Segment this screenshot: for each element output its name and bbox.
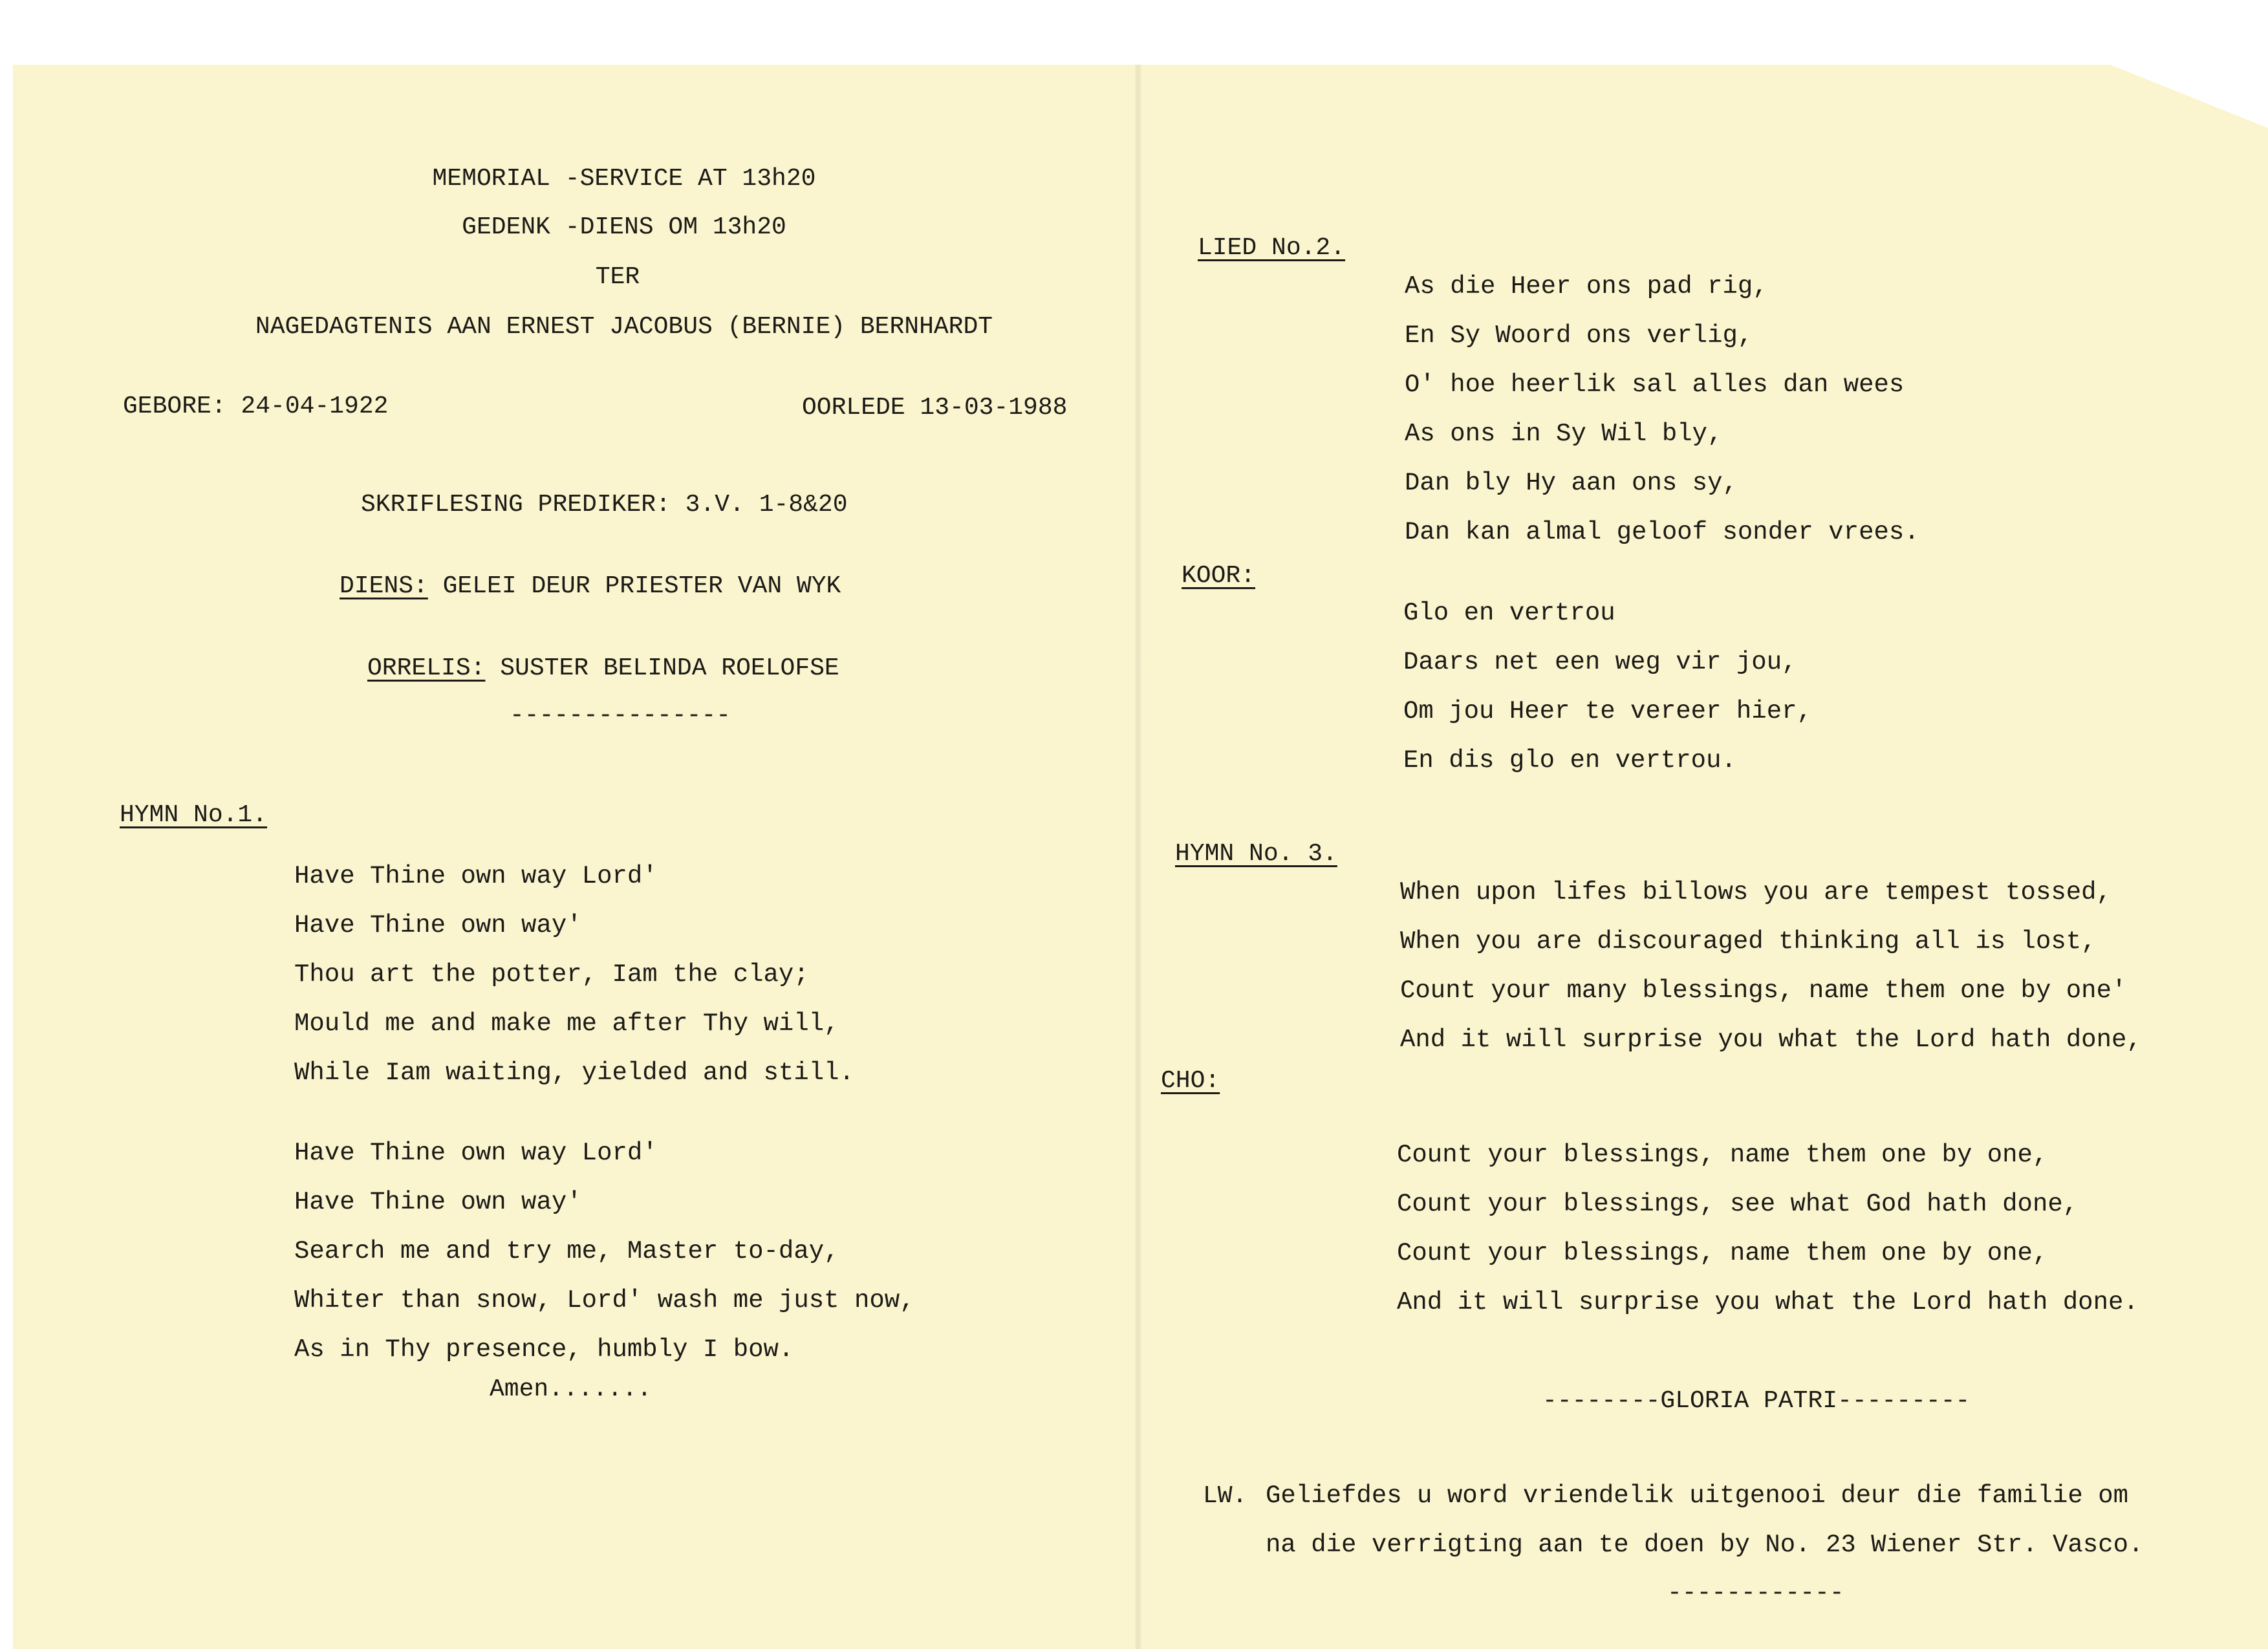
verse-line: Thou art the potter, Iam the clay; [294,960,809,989]
lied2-verse [1405,262,1919,557]
service-label: DIENS: [340,572,428,600]
verse-line: Count your blessings, name them one by one, [1397,1141,2048,1169]
verse-line: As ons in Sy Wil bly, [1405,420,1723,448]
organist-text: SUSTER BELINDA ROELOFSE [485,654,839,682]
hymn1-verse1 [294,852,854,1097]
death-date: OORLEDE 13-03-1988 [802,394,1068,422]
service-title-afrikaans: GEDENK -DIENS OM 13h20 [462,213,786,241]
verse-line: As in Thy presence, humbly I bow. [294,1335,794,1364]
verse-line: Om jou Heer te vereer hier, [1403,697,1812,726]
notice-text [1266,1471,2143,1569]
service-title-ter: TER [595,263,640,291]
verse-line: En dis glo en vertrou. [1403,746,1736,775]
verse-line: En Sy Woord ons verlig, [1405,321,1753,350]
lied2-title: LIED No.2. [1198,234,1346,262]
verse-line: Dan kan almal geloof sonder vrees. [1405,518,1919,546]
service-text: GELEI DEUR PRIESTER VAN WYK [427,572,841,600]
verse-line: Daars net een weg vir jou, [1403,648,1797,676]
organist [367,656,839,681]
chorus-title: CHO: [1161,1067,1220,1095]
service-title-english: MEMORIAL -SERVICE AT 13h20 [432,165,816,193]
birth-date: GEBORE: 24-04-1922 [123,393,389,420]
koor-verse [1403,588,1812,785]
divider-line: --------------- [510,702,731,729]
verse-line: As die Heer ons pad rig, [1405,272,1768,301]
verse-line: While Iam waiting, yielded and still. [294,1059,854,1087]
verse-line: Glo en vertrou [1403,599,1615,627]
deceased-name: NAGEDAGTENIS AAN ERNEST JACOBUS (BERNIE) BERNHARDT [255,313,993,341]
verse-line: Mould me and make me after Thy will, [294,1009,839,1038]
verse-line: And it will surprise you what the Lord hath done, [1400,1026,2142,1054]
notice-line: na die verrigting aan te doen by No. 23 Wiener Str. Vasco. [1266,1531,2144,1559]
service-leader [340,574,841,599]
scripture-reading: SKRIFLESING PREDIKER: 3.V. 1-8&20 [361,491,848,519]
center-fold [1135,65,1141,1649]
verse-line: And it will surprise you what the Lord hath done. [1397,1288,2139,1317]
organist-label: ORRELIS: [367,654,486,682]
hymn1-verse2 [294,1128,915,1374]
verse-line: Whiter than snow, Lord' wash me just now, [294,1286,915,1315]
verse-line: Count your many blessings, name them one by one' [1400,976,2127,1005]
notice-line: Geliefdes u word vriendelik uitgenooi deur die familie om [1266,1482,2129,1510]
verse-line: Count your blessings, name them one by one, [1397,1239,2048,1267]
verse-line: When upon lifes billows you are tempest tossed, [1400,878,2111,907]
verse-line: Count your blessings, see what God hath done, [1397,1190,2079,1218]
notice-prefix: LW. [1203,1482,1247,1510]
koor-title: KOOR: [1182,562,1256,590]
end-divider: ------------ [1667,1579,1844,1607]
hymn1-title: HYMN No.1. [120,801,268,829]
amen-line: Amen....... [490,1375,652,1403]
verse-line: Have Thine own way' [294,911,582,940]
hymn3-verse [1400,868,2142,1064]
verse-line: Dan bly Hy aan ons sy, [1405,469,1738,497]
gloria-patri: --------GLORIA PATRI--------- [1542,1387,1971,1415]
hymn3-title: HYMN No. 3. [1175,840,1337,868]
verse-line: When you are discouraged thinking all is lost, [1400,927,2097,956]
verse-line: O' hoe heerlik sal alles dan wees [1405,371,1905,399]
verse-line: Have Thine own way' [294,1188,582,1216]
verse-line: Have Thine own way Lord' [294,1139,658,1167]
chorus-verse [1397,1130,2139,1327]
verse-line: Have Thine own way Lord' [294,862,658,890]
verse-line: Search me and try me, Master to-day, [294,1237,839,1266]
